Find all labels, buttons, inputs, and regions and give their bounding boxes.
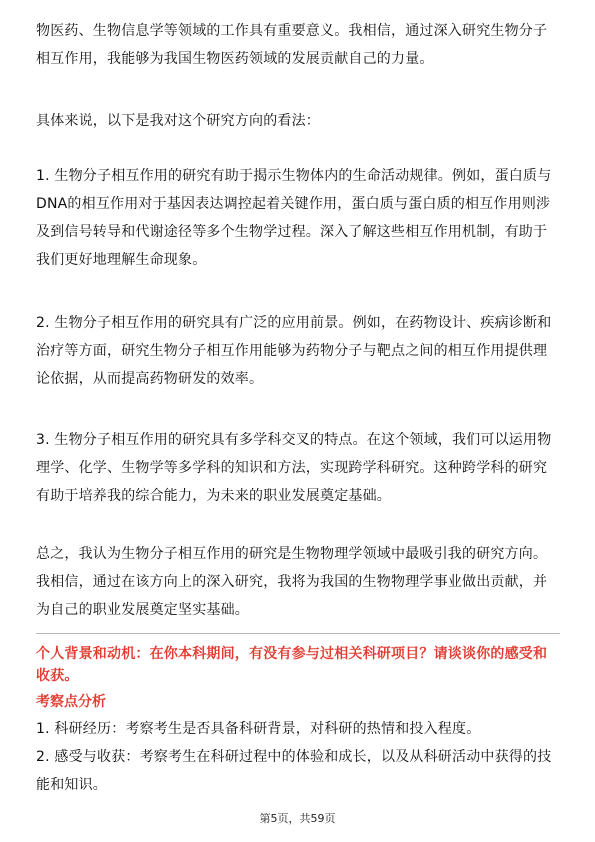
- interview-question: 个人背景和动机：在你本科期间，有没有参与过相关科研项目？请谈谈你的感受和收获。: [36, 646, 548, 684]
- point-1-paragraph: 1. 生物分子相互作用的研究有助于揭示生物体内的生命活动规律。例如，蛋白质与DNA的相互作用对于基因表达调控起着关键作用，蛋白质与蛋白质的相互作用则涉及到信号转导和代谢途径等多个生物学过程。深入了解这些相互作用机制，有助于我们更好地理解生命现象。: [36, 168, 552, 268]
- intro-paragraph: 物医药、生物信息学等领域的工作具有重要意义。我相信，通过深入研究生物分子相互作用，我能够为我国生物医药领域的发展贡献自己的力量。: [36, 23, 548, 67]
- point-2-paragraph: 2. 生物分子相互作用的研究具有广泛的应用前景。例如，在药物设计、疾病诊断和治疗等方面，研究生物分子相互作用能够为药物分子与靶点之间的相互作用提供理论依据，从而提高药物研发的效率。: [36, 315, 552, 387]
- analysis-title: 考察点分析: [36, 694, 106, 710]
- analysis-list: [36, 715, 561, 799]
- summary-paragraph: 总之，我认为生物分子相互作用的研究是生物物理学领域中最吸引我的研究方向。我相信，通过在该方向上的深入研究，我将为我国的生物物理学事业做出贡献，并为自己的职业发展奠定坚实基础。: [36, 546, 548, 618]
- analysis-item-1: 1. 科研经历：考察考生是否具备科研背景，对科研的热情和投入程度。: [36, 721, 481, 737]
- section-heading-paragraph: 具体来说，以下是我对这个研究方向的看法：: [36, 113, 320, 129]
- section-divider: [36, 633, 560, 634]
- point-3-paragraph: 3. 生物分子相互作用的研究具有多学科交叉的特点。在这个领域，我们可以运用物理学、化学、生物学等多学科的知识和方法，实现跨学科研究。这种跨学科的研究有助于培养我的综合能力，为未来的职业发展奠定基础。: [36, 432, 552, 504]
- analysis-item-2: 2. 感受与收获：考察考生在科研过程中的体验和成长，以及从科研活动中获得的技能和知识。: [36, 749, 552, 793]
- page-number: 第5页，共59页: [259, 812, 336, 825]
